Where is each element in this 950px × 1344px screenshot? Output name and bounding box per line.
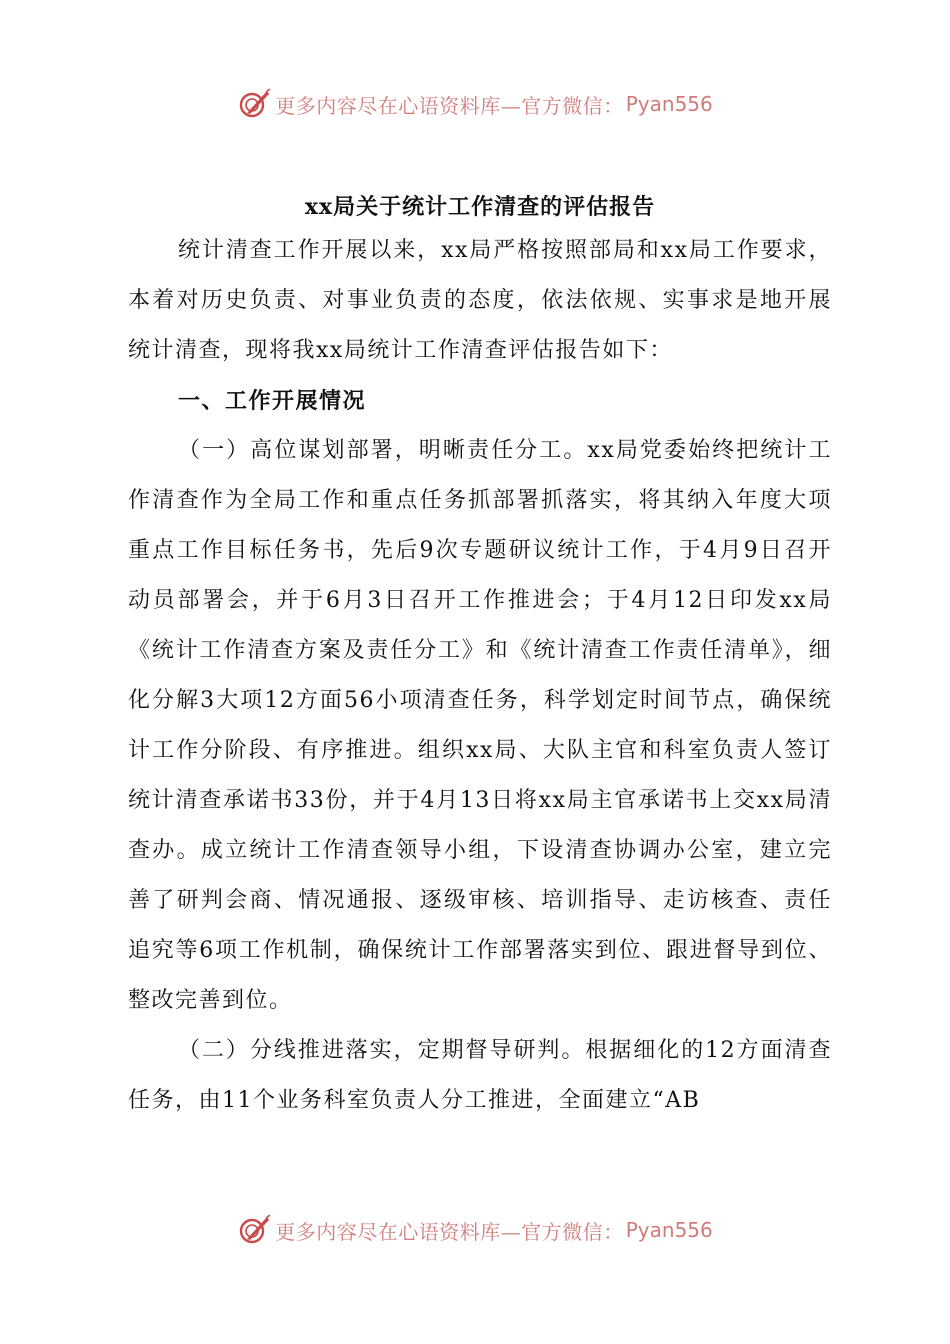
watermark-wechat-id: Pyan556 xyxy=(625,92,713,116)
section-heading: 一、工作开展情况 xyxy=(178,388,367,414)
quill-pen-logo-icon xyxy=(237,87,271,121)
watermark-banner-bottom xyxy=(0,1210,950,1250)
paragraph-2: （二）分线推进落实，定期督导研判。根据细化的12方面清查任务，由11个业务科室负责人分工推进，全面建立“AB xyxy=(128,1038,832,1113)
watermark-banner-top xyxy=(0,84,950,124)
quill-pen-logo-icon xyxy=(237,1213,271,1247)
document-title: xx局关于统计工作清查的评估报告 xyxy=(304,194,656,220)
intro-paragraph: 统计清查工作开展以来，xx局严格按照部局和xx局工作要求，本着对历史负责、对事业负责的态度，依法依规、实事求是地开展统计清查，现将我xx局统计工作清查评估报告如下： xyxy=(128,238,832,363)
paragraph-1: （一）高位谋划部署，明晰责任分工。xx局党委始终把统计工作清查作为全局工作和重点任务抓部署抓落实，将其纳入年度大项重点工作目标任务书，先后9次专题研议统计工作，于4月9日召开动员部署会，并于6月3日召开工作推进会；于4月12日印发xx局《统计工作清查方案及责任分工》和《统计清查工作责任清单》，细化分解3大项12方面56小项清查任务，科学划定时间节点，确保统计工作分阶段、有序推进。组织xx局、大队主官和科室负责人签订统计清查承诺书33份，并于4月13日将xx局主官承诺书上交xx局清查办。成立统计工作清查领导小组，下设清查协调办公室，建立完善了研判会商、情况通报、逐级审核、培训指导、走访核查、责任追究等6项工作机制，确保统计工作部署落实到位、跟进督导到位、整改完善到位。 xyxy=(128,438,832,1013)
watermark-text: 更多内容尽在心语资料库—官方微信： xyxy=(275,93,624,118)
document-body xyxy=(128,188,832,1126)
watermark-text: 更多内容尽在心语资料库—官方微信： xyxy=(275,1219,624,1244)
watermark-wechat-id: Pyan556 xyxy=(625,1218,713,1242)
